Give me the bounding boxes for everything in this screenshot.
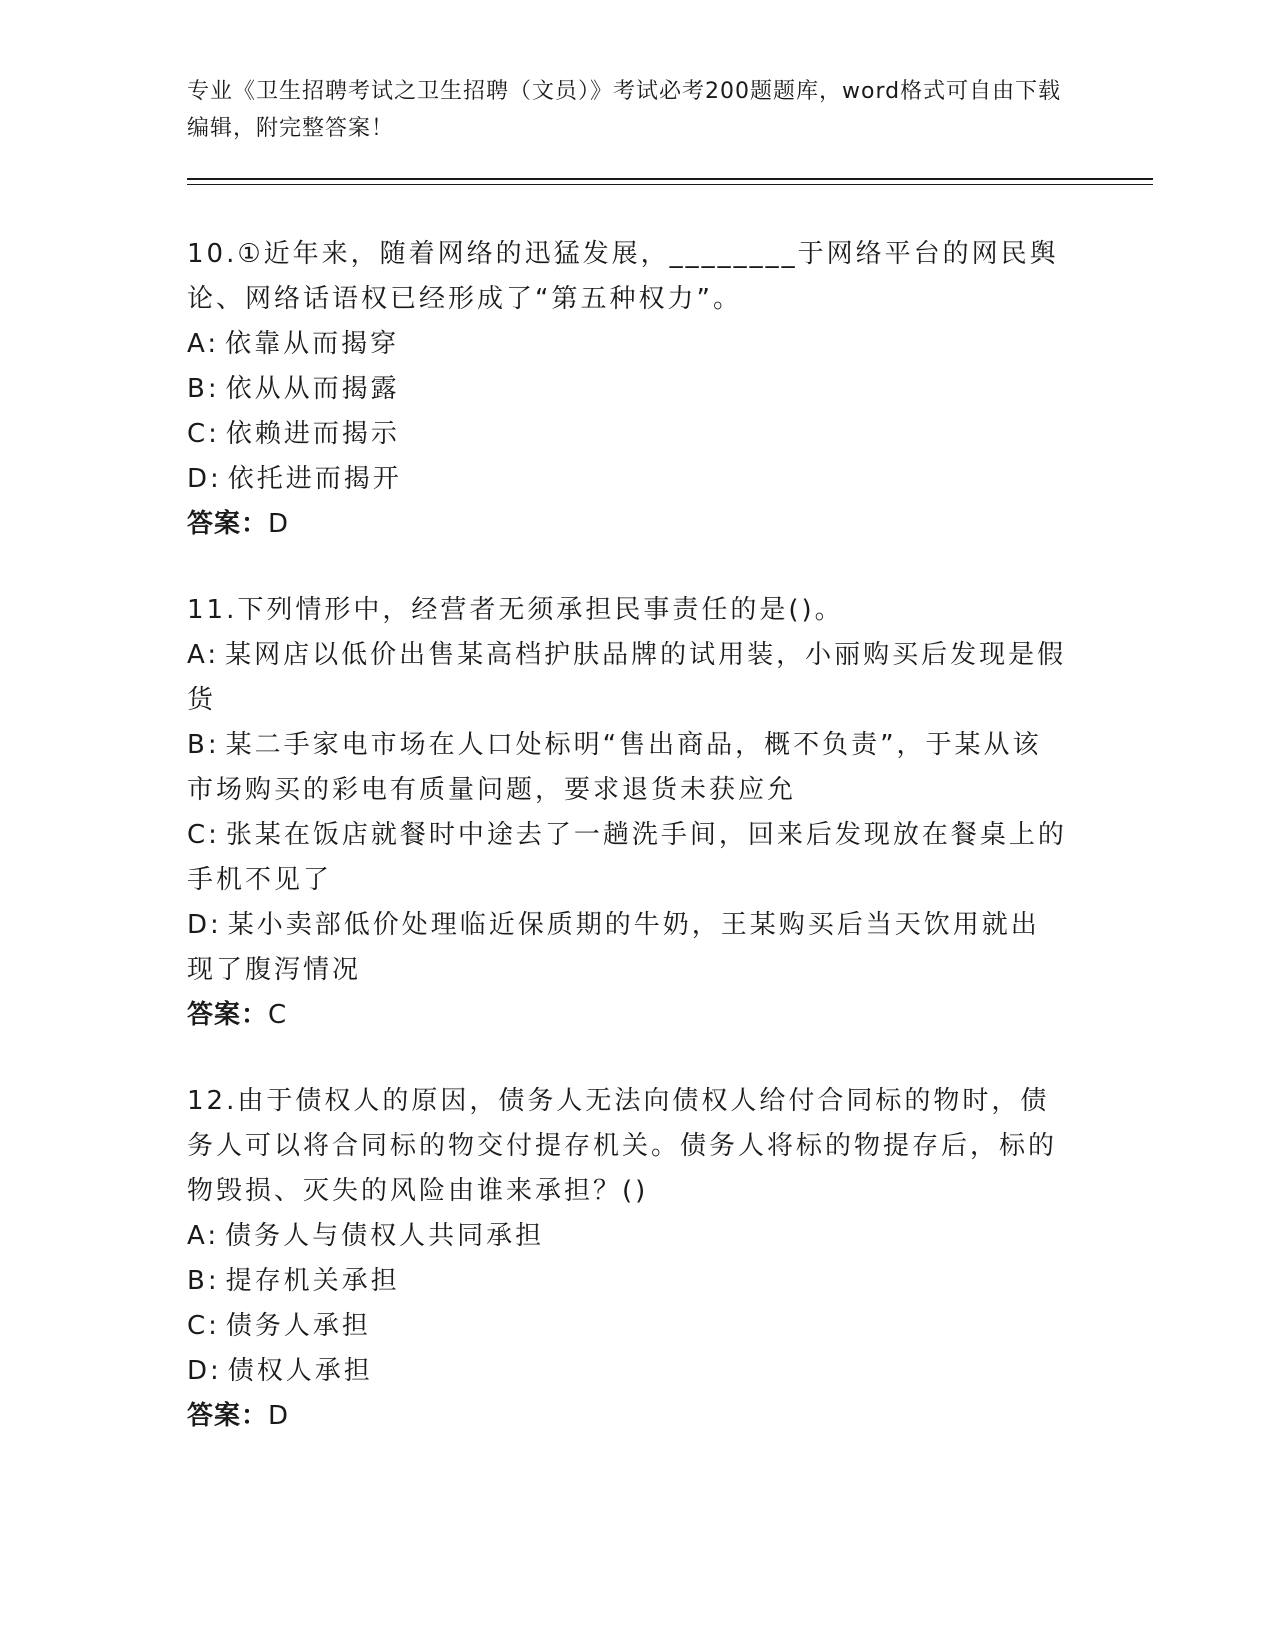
option-b — [187, 723, 1067, 813]
option-a — [187, 322, 1067, 367]
option-d — [187, 457, 1067, 502]
option-a — [187, 633, 1067, 723]
option-text: 依靠从而揭穿 — [225, 329, 400, 359]
document-header: 专业《卫生招聘考试之卫生招聘（文员）》考试必考200题题库，word格式可自由下载编辑，附完整答案！ — [187, 79, 1062, 141]
answer-label: 答案： — [187, 1000, 269, 1030]
question-stem: 12.由于债权人的原因，债务人无法向债权人给付合同标的物时，债务人可以将合同标的物交付提存机关。债务人将标的物提存后，标的物毁损、灭失的风险由谁来承担？() — [187, 1086, 1058, 1206]
option-label: C: — [187, 1311, 220, 1341]
option-label: D: — [187, 1356, 222, 1386]
option-text: 某网店以低价出售某高档护肤品牌的试用装，小丽购买后发现是假货 — [187, 640, 1067, 715]
option-a — [187, 1214, 1067, 1259]
option-b — [187, 367, 1067, 412]
option-label: A: — [187, 329, 220, 359]
option-c — [187, 1304, 1067, 1349]
option-text: 张某在饭店就餐时中途去了一趟洗手间，回来后发现放在餐桌上的手机不见了 — [187, 820, 1067, 895]
option-d — [187, 903, 1067, 993]
question-11 — [187, 588, 1067, 1038]
option-label: C: — [187, 820, 220, 850]
option-label: D: — [187, 910, 222, 940]
question-stem: 10.①近年来，随着网络的迅猛发展，________于网络平台的网民舆论、网络话语权已经形成了“第五种权力”。 — [187, 239, 1059, 314]
question-12 — [187, 1079, 1067, 1439]
option-text: 依赖进而揭示 — [225, 419, 400, 449]
answer-label: 答案： — [187, 509, 269, 539]
option-text: 债权人承担 — [227, 1356, 373, 1386]
header-divider-thick — [187, 178, 1153, 180]
header-divider-thin — [187, 184, 1153, 185]
question-stem: 11.下列情形中，经营者无须承担民事责任的是()。 — [187, 595, 844, 625]
option-text: 债务人与债权人共同承担 — [225, 1221, 545, 1251]
option-label: B: — [187, 730, 220, 760]
option-label: D: — [187, 464, 222, 494]
option-label: B: — [187, 1266, 220, 1296]
option-label: A: — [187, 1221, 220, 1251]
option-text: 依托进而揭开 — [227, 464, 402, 494]
option-c — [187, 412, 1067, 457]
answer-value: D — [268, 509, 290, 539]
answer-value: C — [268, 1000, 288, 1030]
question-10 — [187, 232, 1067, 547]
option-text: 某小卖部低价处理临近保质期的牛奶，王某购买后当天饮用就出现了腹泻情况 — [187, 910, 1040, 985]
option-c — [187, 813, 1067, 903]
answer-label: 答案： — [187, 1401, 269, 1431]
option-text: 依从从而揭露 — [225, 374, 400, 404]
option-text: 某二手家电市场在人口处标明“售出商品，概不负责”，于某从该市场购买的彩电有质量问题，要求退货未获应允 — [187, 730, 1042, 805]
option-b — [187, 1259, 1067, 1304]
question-list — [187, 232, 1067, 1480]
option-text: 债务人承担 — [225, 1311, 371, 1341]
answer-value: D — [268, 1401, 290, 1431]
answer-line — [187, 993, 1067, 1038]
option-label: B: — [187, 374, 220, 404]
option-d — [187, 1349, 1067, 1394]
answer-line — [187, 502, 1067, 547]
option-label: C: — [187, 419, 220, 449]
option-text: 提存机关承担 — [225, 1266, 400, 1296]
answer-line — [187, 1394, 1067, 1439]
option-label: A: — [187, 640, 220, 670]
